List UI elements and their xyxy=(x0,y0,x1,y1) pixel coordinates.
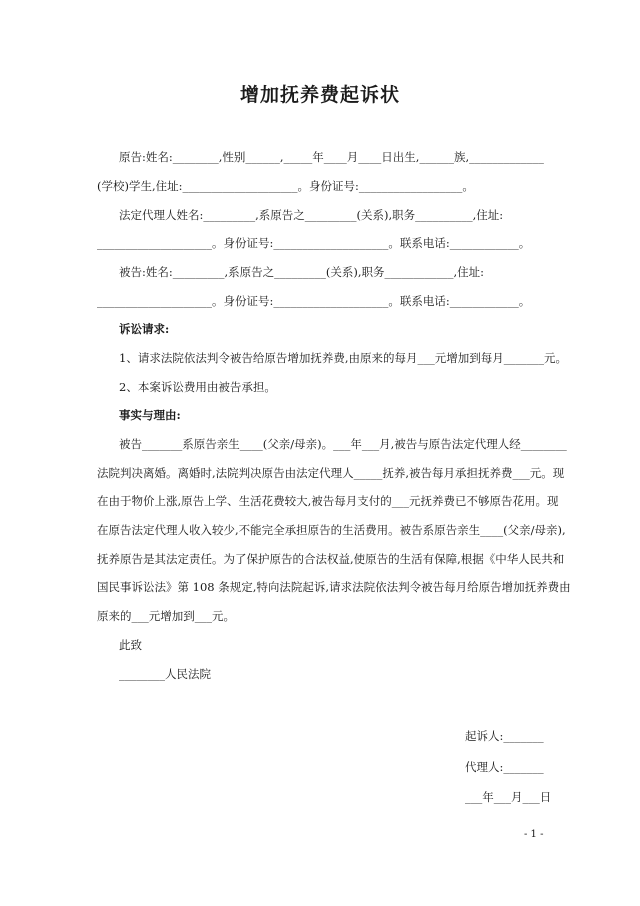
plaintiff-signature: 起诉人:_______ xyxy=(465,729,544,743)
facts-line: 法院判决离婚。离婚时,法院判决原告由法定代理人_____抚养,被告每月承担抚养费___元。现 xyxy=(97,466,565,480)
claim-item: 2、本案诉讼费用由被告承担。 xyxy=(119,380,276,394)
agent-line-2: ____________________。身份证号:____________________。联系电话:____________。 xyxy=(97,236,531,250)
claims-heading: 诉讼请求: xyxy=(119,322,170,336)
facts-line: 被告_______系原告亲生____(父亲/母亲)。___年___月,被告与原告法定代理人经________ xyxy=(119,437,567,451)
court-name: ________人民法院 xyxy=(119,667,211,681)
facts-line: 原来的___元增加到___元。 xyxy=(97,609,235,623)
agent-signature: 代理人:_______ xyxy=(465,760,544,774)
defendant-line-2: ____________________。身份证号:____________________。联系电话:____________。 xyxy=(97,294,531,308)
defendant-line-1: 被告:姓名:_________,系原告之_________(关系),职务____________,住址: xyxy=(119,265,485,279)
salutation: 此致 xyxy=(119,638,142,652)
agent-line-1: 法定代理人姓名:_________,系原告之_________(关系),职务__________,住址: xyxy=(119,208,504,222)
facts-line: 在由于物价上涨,原告上学、生活花费较大,被告每月支付的___元抚养费已不够原告花用。现 xyxy=(97,494,559,508)
facts-line: 抚养原告是其法定责任。为了保护原告的合法权益,使原告的生活有保障,根据《中华人民共和 xyxy=(97,552,565,566)
facts-heading: 事实与理由: xyxy=(119,408,181,422)
plaintiff-line-1: 原告:姓名:________,性别______,_____年____月____日出生,______族,_____________ xyxy=(119,150,544,164)
page-number: - 1 - xyxy=(524,829,544,840)
claim-item: 1、请求法院依法判令被告给原告增加抚养费,由原来的每月___元增加到每月_______元。 xyxy=(119,351,567,365)
facts-line: 在原告法定代理人收入较少,不能完全承担原告的生活费用。被告系原告亲生____(父亲/母亲), xyxy=(97,523,566,537)
facts-line: 国民事诉讼法》第 108 条规定,特向法院起诉,请求法院依法判令被告每月给原告增加抚养费由 xyxy=(97,580,571,594)
plaintiff-line-2: (学校)学生,住址:____________________。身份证号:__________________。 xyxy=(97,179,474,193)
document-title: 增加抚养费起诉状 xyxy=(239,84,400,106)
signature-date: ___年___月___日 xyxy=(465,790,552,804)
